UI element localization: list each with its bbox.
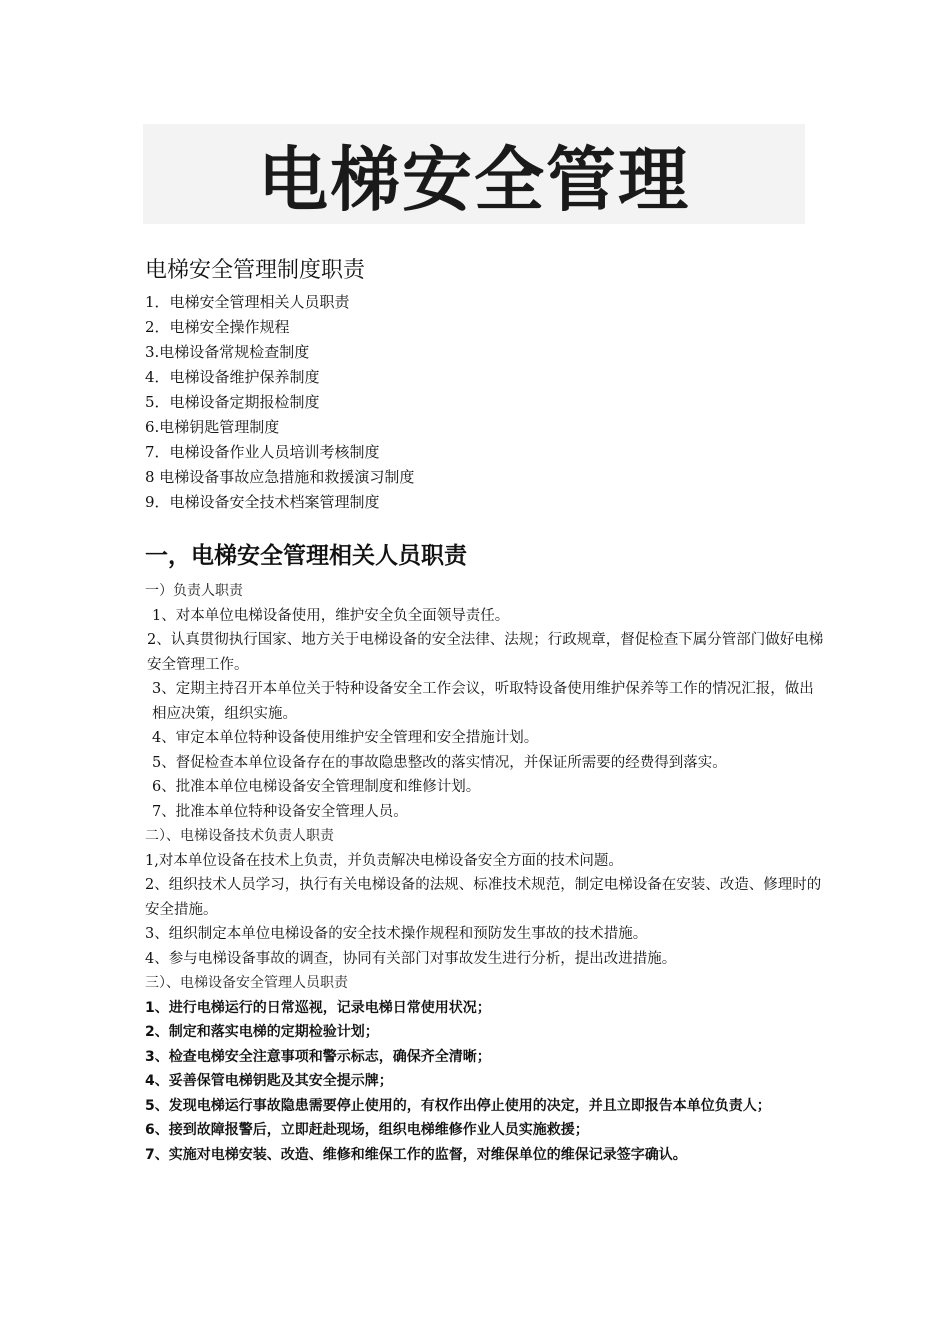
- list-item: 4、审定本单位特种设备使用维护安全管理和安全措施计划。: [152, 730, 539, 746]
- list-item: 7、批准本单位特种设备安全管理人员。: [152, 803, 408, 820]
- list-item: 5、督促检查本单位设备存在的事故隐患整改的落实情况，并保证所需要的经费得到落实。: [152, 754, 727, 771]
- list-item: 4、妥善保管电梯钥匙及其安全提示牌；: [145, 1073, 393, 1089]
- list-item: 3、组织制定本单位电梯设备的安全技术操作规程和预防发生事故的技术措施。: [145, 926, 648, 942]
- toc-item: 7．电梯设备作业人员培训考核制度: [145, 443, 380, 461]
- toc-item: 6.电梯钥匙管理制度: [145, 418, 280, 436]
- list-item: 1,对本单位设备在技术上负责，并负责解决电梯设备安全方面的技术问题。: [145, 852, 623, 869]
- list-item: 2、制定和落实电梯的定期检验计划；: [145, 1024, 379, 1040]
- toc-item: 2．电梯安全操作规程: [145, 318, 290, 336]
- list-item: 6、批准本单位电梯设备安全管理制度和维修计划。: [152, 779, 481, 795]
- subsection-title: 二）、电梯设备技术负责人职责: [145, 828, 334, 844]
- toc-item: 8 电梯设备事故应急措施和救援演习制度: [145, 468, 415, 486]
- subsection-title: 一）负责人职责: [145, 583, 243, 599]
- toc-item: 5．电梯设备定期报检制度: [145, 393, 320, 411]
- list-item: 1、进行电梯运行的日常巡视，记录电梯日常使用状况；: [145, 999, 491, 1016]
- toc-item: 3.电梯设备常规检查制度: [145, 343, 310, 361]
- subsection-title: 三）、电梯设备安全管理人员职责: [145, 975, 348, 991]
- toc-item: 1．电梯安全管理相关人员职责: [145, 293, 350, 311]
- list-item: 4、参与电梯设备事故的调查，协同有关部门对事故发生进行分析，提出改进措施。: [145, 950, 677, 967]
- toc-item: 4．电梯设备维护保养制度: [145, 368, 320, 386]
- list-item: 3、定期主持召开本单位关于特种设备安全工作会议，听取特设备使用维护保养等工作的情况汇报，做出相应决策，组织实施。: [152, 681, 814, 722]
- list-item: 2、认真贯彻执行国家、地方关于电梯设备的安全法律、法规；行政规章，督促检查下属分管部门做好电梯安全管理工作。: [147, 632, 824, 673]
- list-item: 2、组织技术人员学习，执行有关电梯设备的法规、标准技术规范，制定电梯设备在安装、改造、修理时的安全措施。: [145, 877, 822, 918]
- toc-item: 9．电梯设备安全技术档案管理制度: [145, 493, 380, 511]
- list-item: 5、发现电梯运行事故隐患需要停止使用的，有权作出停止使用的决定，并且立即报告本单位负责人；: [145, 1097, 771, 1114]
- list-item: 6、接到故障报警后，立即赶赴现场，组织电梯维修作业人员实施救援；: [145, 1122, 589, 1138]
- list-item: 7、实施对电梯安装、改造、维修和维保工作的监督，对维保单位的维保记录签字确认。: [145, 1146, 687, 1163]
- title-banner: [143, 124, 805, 224]
- list-item: 1、对本单位电梯设备使用，维护安全负全面领导责任。: [152, 607, 510, 624]
- list-item: 3、检查电梯安全注意事项和警示标志，确保齐全清晰；: [145, 1048, 491, 1065]
- toc-heading: 电梯安全管理制度职责: [145, 258, 366, 283]
- banner-title: 电梯安全管理: [258, 138, 690, 221]
- document-body: [145, 252, 825, 1167]
- section-heading: 一，电梯安全管理相关人员职责: [145, 543, 467, 569]
- toc-list: [145, 290, 825, 515]
